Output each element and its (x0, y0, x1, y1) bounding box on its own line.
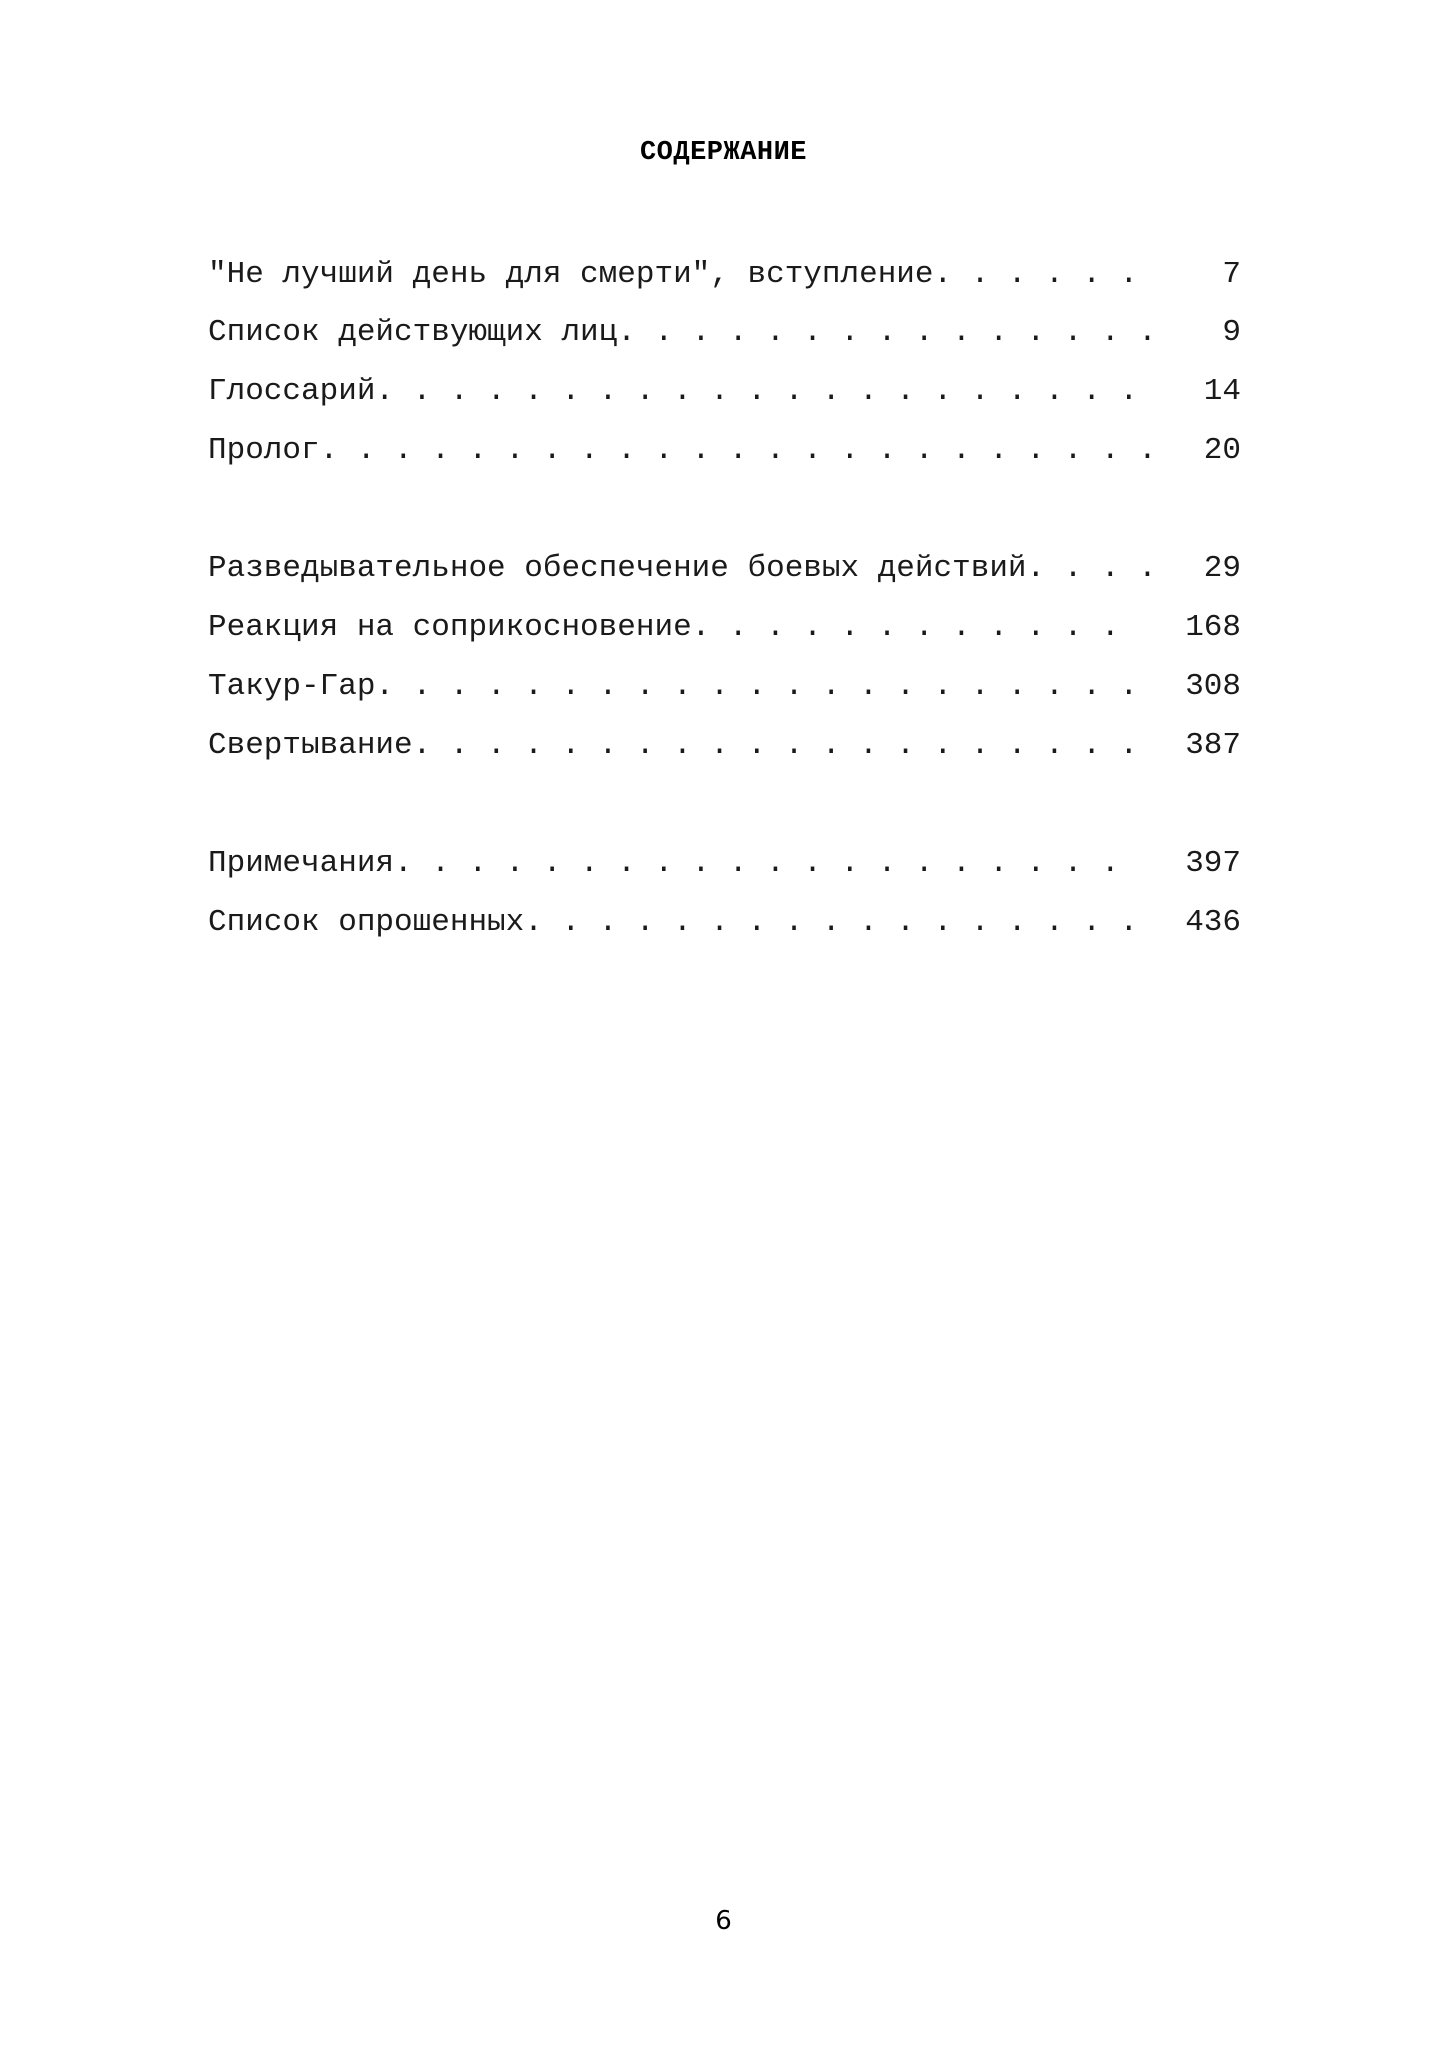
page-number: 6 (715, 1906, 732, 1936)
toc-entry-takur-gar[interactable] (208, 667, 1241, 707)
toc-entry-page-number: 7 (1222, 257, 1241, 292)
toc-entry-label: Примечания. . . . . . . . . . . . . . . . . . . . (208, 846, 1120, 881)
toc-title: СОДЕРЖАНИЕ (639, 138, 808, 168)
toc-entry-page-number: 20 (1203, 433, 1241, 468)
toc-entry-introduction[interactable] (208, 255, 1241, 295)
toc-entry-page-number: 168 (1185, 610, 1241, 645)
toc-entry-intelligence[interactable] (208, 549, 1241, 589)
toc-entry-page-number: 14 (1203, 374, 1241, 409)
toc-entry-glossary[interactable] (208, 372, 1241, 412)
toc-entry-characters[interactable] (208, 313, 1241, 353)
toc-entry-page-number: 436 (1185, 905, 1241, 940)
toc-entry-prologue[interactable] (208, 431, 1241, 471)
toc-entry-label: Такур-Гар. . . . . . . . . . . . . . . . . . . . . (208, 669, 1139, 704)
toc-entry-label: Пролог. . . . . . . . . . . . . . . . . . . . . . . (208, 433, 1157, 468)
toc-entry-label: Список опрошенных. . . . . . . . . . . . . . . . . (208, 905, 1139, 940)
toc-entry-label: Реакция на соприкосновение. . . . . . . . . . . . (208, 610, 1120, 645)
toc-entry-label: "Не лучший день для смерти", вступление. . . . . . (208, 257, 1139, 292)
toc-entry-page-number: 29 (1203, 551, 1241, 586)
toc-entry-label: Разведывательное обеспечение боевых действий. . . . (208, 551, 1157, 586)
toc-entry-label: Список действующих лиц. . . . . . . . . . . . . . . (208, 315, 1157, 350)
toc-entry-withdrawal[interactable] (208, 726, 1241, 766)
toc-entry-page-number: 387 (1185, 728, 1241, 763)
toc-entry-label: Свертывание. . . . . . . . . . . . . . . . . . . . (208, 728, 1139, 763)
toc-entry-notes[interactable] (208, 844, 1241, 884)
toc-entry-interviewees[interactable] (208, 903, 1241, 943)
toc-entry-page-number: 9 (1222, 315, 1241, 350)
toc-entry-page-number: 397 (1185, 846, 1241, 881)
toc-entry-contact[interactable] (208, 608, 1241, 648)
toc-entry-page-number: 308 (1185, 669, 1241, 704)
toc-entry-label: Глоссарий. . . . . . . . . . . . . . . . . . . . . (208, 374, 1139, 409)
